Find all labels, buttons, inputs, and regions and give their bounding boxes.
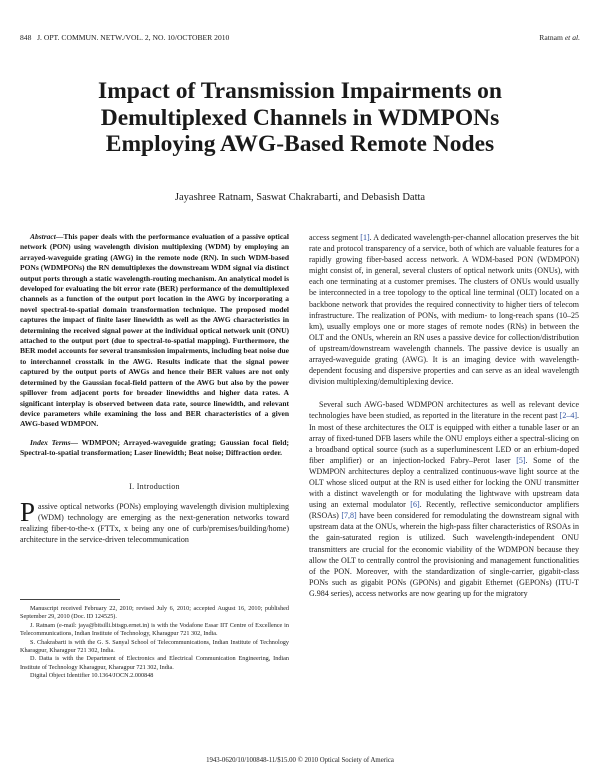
page-number: 848 <box>20 33 32 42</box>
running-head-right <box>539 33 580 42</box>
text-run: have been considered for remodulating the downstream signal with upstream data at the ONUs, wherein the high-pass filter characteristics of RSOAs in the gain-saturated region is utilized. Such wavelength-independent ONU transmitters are crucial for the economic viability of the WDMPON because they allow the OLT to centrally control the provisioning and management functionalities of the PON. Moreover, with the standardization of single-carrier, gigabit-class PONs such as gigabit PONs (GPONs) and gigabit Ethernet (GEPONs) (ITU-T G.984 series), access networks are now gearing up for the migratory <box>309 511 580 598</box>
index-terms-label: Index Terms— <box>30 437 79 447</box>
intro-paragraph <box>20 496 289 545</box>
footnote-doi: Digital Object Identifier 10.1364/JOCN.2.000848 <box>30 672 154 680</box>
intro-paragraph-continued <box>309 232 579 387</box>
citation-link[interactable]: [6] <box>410 500 420 510</box>
journal-citation: J. OPT. COMMUN. NETW./VOL. 2, NO. 10/OCTOBER 2010 <box>37 33 230 42</box>
drop-cap: P <box>20 496 36 527</box>
running-head-et-al: et al. <box>564 33 580 42</box>
running-head <box>20 33 580 45</box>
text-run: access segment <box>309 233 361 242</box>
footnote-datta: D. Datta is with the Department of Electronics and Electrical Communication Engineering, Indian Institute of Technology Kharagpur, Kharagpur 721 302, India. <box>20 655 289 671</box>
abstract-label: Abstract— <box>30 232 64 241</box>
citation-link[interactable]: [1] <box>360 233 370 242</box>
footnote-divider <box>20 599 120 600</box>
text-run: . Recently, reflective semiconductor amplifiers (RSOAs) <box>309 500 579 521</box>
citation-link[interactable]: [5] <box>516 455 526 465</box>
page-footer: 1943-0620/10/100848-11/$15.00 © 2010 Optical Society of America <box>206 757 394 764</box>
abstract <box>20 232 289 430</box>
text-run: . In most of these architectures the OLT is equipped with either a tunable laser or an array of fixed-tuned DFB lasers while the ONU employs either a spectral-slicing on a broadband optical source (such as a superluminescent LED or an erbium-doped fiber amplifier) or an injection-locked Fabry–Perot laser <box>309 411 579 465</box>
abstract-text: This paper deals with the performance evaluation of a passive optical network (PON) using wavelength division multiplexing (WDM) by employing an arrayed-waveguide grating (AWG) in the remote node (RN). In such WDM-based PONs (WDMPONs) the RN demultiplexes the downstream WDM signal via distinct output ports through a static wavelength-routing mechanism. An analytical model is developed for evaluating the bit error rate (BER) performance of the demultiplexed channels as a function of the output port location in the AWG by incorporating a novel spectral-to-spatial domain transformation technique. The proposed model captures the impact of finite laser linewidth as well as the AWG characteristics in determining the received signal power at the individual optical network unit (ONU) attached to the output port (due to spectral-to-spatial mapping). Furthermore, the BER model accounts for several transmission impairments, including beat noise due to interchannel crosstalk in the AWG. Results indicate that the signal power captured by the output ports of AWGs and hence their BER values are not only determined by the Gaussian focal-field pattern of the AWG but also by the power spillover from adjacent ports for broader linewidths and higher data rates. A significant interplay is observed between data rate, source linewidth, and relevant device parameters while examining the loss and BER characteristics of a given AWG-based WDMPON. <box>20 232 289 429</box>
text-run: . A dedicated wavelength-per-channel allocation preserves the bit rate and protocol transparency of a service, both of which are valuable features for a rapidly growing fiber-based access network. A WDM-based PON (WDMPON) might consist of, in general, several clusters of optical network units (ONUs), with each one terminating at a customer premises. The clusters of ONUs would usually be interconnected in a tree topology to the optical line terminal (OLT) located on a backbone network that provides the required connectivity to higher tiers of telecom infrastructure. The realization of PONs, with medium- to long-reach spans (10–25 km), usually employs one or more stages of remote nodes (RNs) in between the OLT and the ONUs, wherein an RN uses a passive device for collection/distribution of upstream/downstream wavelength channels. The passive device is usually an arrayed-waveguide grating (AWG). It is an imaging device with wavelength-dependent focusing and dispersive properties and can serve as an ideal wavelength division multiplexing/demultiplexing device. <box>309 233 579 387</box>
text-run: . Some of the WDMPON architectures deploy a centralized continuous-wave light source at the OLT whose sliced output at the RN is used either for locking the ONU transmitter with a distinct wavelength or for modulating the lightwave with upstream data using an external modulator <box>309 455 579 510</box>
left-column <box>20 232 289 681</box>
intro-paragraph-2 <box>309 399 579 599</box>
footnote-ratnam: J. Ratnam (e-mail: jaya@bitsilli.bitsgp.ernet.in) is with the Vodafone Essar IIT Centre of Excellence in Telecommunications, Indian Institute of Technology, Kharagpur 721 302, India. <box>20 621 289 638</box>
section-heading-introduction: I. Introduction <box>129 481 180 491</box>
paper-title: Impact of Transmission Impairments on Demultiplexed Channels in WDMPONs Employing AWG-Based Remote Nodes <box>98 78 502 157</box>
footnote-received: Manuscript received February 22, 2010; revised July 6, 2010; accepted August 16, 2010; published September 29, 2010 (Doc. ID 124525). <box>20 604 289 621</box>
intro-paragraph-text: assive optical networks (PONs) employing wavelength division multiplexing (WDM) technology are emerging as the next-generation networks toward realizing fiber-to-the-x (FTTx, x being any one of curb/premises/building/home) architecture in the service-driven telecommunication <box>20 501 289 544</box>
running-head-authors: Ratnam <box>539 33 563 42</box>
citation-link[interactable]: [2–4] <box>559 411 577 421</box>
footnote-chakrabarti: S. Chakrabarti is with the G. S. Sanyal School of Telecommunications, Indian Institute of Technology Kharagpur, Kharagpur 721 302, India. <box>20 638 289 654</box>
index-terms-text: WDMPON; Arrayed-waveguide grating; Gaussian focal field; Spectral-to-spatial transformation; Laser linewidth; Beat noise; Diffraction order. <box>20 437 289 458</box>
author-list: Jayashree Ratnam, Saswat Chakrabarti, and Debasish Datta <box>174 192 426 203</box>
citation-link[interactable]: [7,8] <box>341 511 357 521</box>
text-run: Several such AWG-based WDMPON architectures as well as relevant device technologies have been studied, as reported in the literature in the recent past <box>309 400 579 421</box>
running-head-left <box>20 33 229 42</box>
index-terms <box>20 438 289 459</box>
right-column <box>309 232 579 599</box>
